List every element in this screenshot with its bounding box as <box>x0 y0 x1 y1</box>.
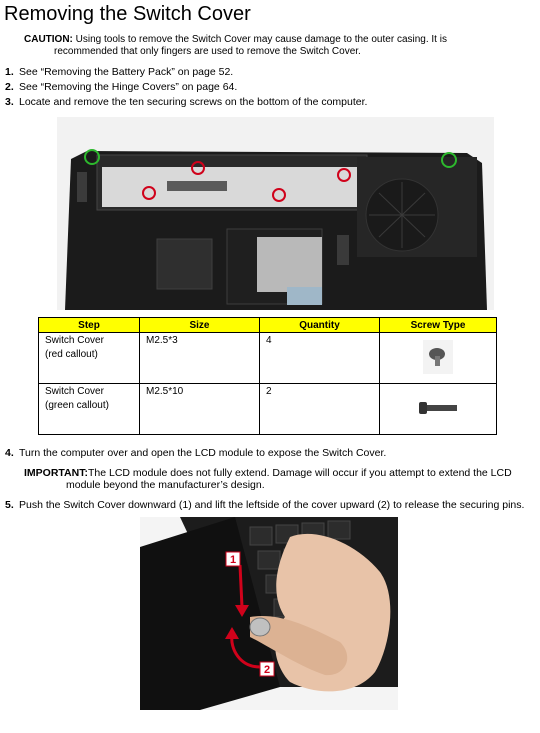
step-4: 4. Turn the computer over and open the LCD module to expose the Switch Cover. <box>5 447 387 459</box>
cell-screw-type <box>380 333 497 384</box>
callout-2-label: 2 <box>263 664 271 676</box>
header-size: Size <box>140 318 260 333</box>
long-screw-icon <box>417 398 459 418</box>
cell-quantity: 2 <box>260 384 380 435</box>
cell-size: M2.5*10 <box>140 384 260 435</box>
laptop-bottom-photo <box>57 117 494 310</box>
short-screw-icon <box>423 340 453 374</box>
cell-step: Switch Cover (red callout) <box>39 333 140 384</box>
step-2: 2. See “Removing the Hinge Covers” on page 64. <box>5 81 238 93</box>
header-screw-type: Screw Type <box>380 318 497 333</box>
caution-note <box>24 34 524 58</box>
caution-line-1: Using tools to remove the Switch Cover may cause damage to the outer casing. It is <box>75 34 447 45</box>
step-3-text: Locate and remove the ten securing screws on the bottom of the computer. <box>19 96 368 108</box>
cell-size: M2.5*3 <box>140 333 260 384</box>
important-label: IMPORTANT: <box>24 467 88 479</box>
callout-1-label: 1 <box>229 554 237 566</box>
important-line-2: module beyond the manufacturer’s design. <box>66 479 265 491</box>
step-5-text: Push the Switch Cover downward (1) and lift the leftside of the cover upward (2) to release the securing pins. <box>19 499 525 511</box>
step-5: 5. Push the Switch Cover downward (1) and lift the leftside of the cover upward (2) to release the securing pins. <box>5 499 525 511</box>
page-title: Removing the Switch Cover <box>4 3 251 25</box>
switch-cover-photo <box>140 517 398 710</box>
important-note <box>24 467 529 491</box>
cell-quantity: 4 <box>260 333 380 384</box>
table-row <box>39 333 497 384</box>
step-3: 3. Locate and remove the ten securing screws on the bottom of the computer. <box>5 96 368 108</box>
screw-table <box>38 317 497 435</box>
step-4-text: Turn the computer over and open the LCD module to expose the Switch Cover. <box>19 447 387 459</box>
step-1-text: See “Removing the Battery Pack” on page 52. <box>19 66 234 78</box>
caution-label: CAUTION: <box>24 34 73 45</box>
header-step: Step <box>39 318 140 333</box>
step-1: 1. See “Removing the Battery Pack” on page 52. <box>5 66 234 78</box>
cell-screw-type <box>380 384 497 435</box>
table-row <box>39 384 497 435</box>
caution-line-2: recommended that only fingers are used to remove the Switch Cover. <box>54 46 361 57</box>
table-header-row <box>39 318 497 333</box>
important-line-1: The LCD module does not fully extend. Damage will occur if you attempt to extend the LCD <box>87 467 512 479</box>
header-quantity: Quantity <box>260 318 380 333</box>
cell-step: Switch Cover (green callout) <box>39 384 140 435</box>
step-2-text: See “Removing the Hinge Covers” on page 64. <box>19 81 238 93</box>
